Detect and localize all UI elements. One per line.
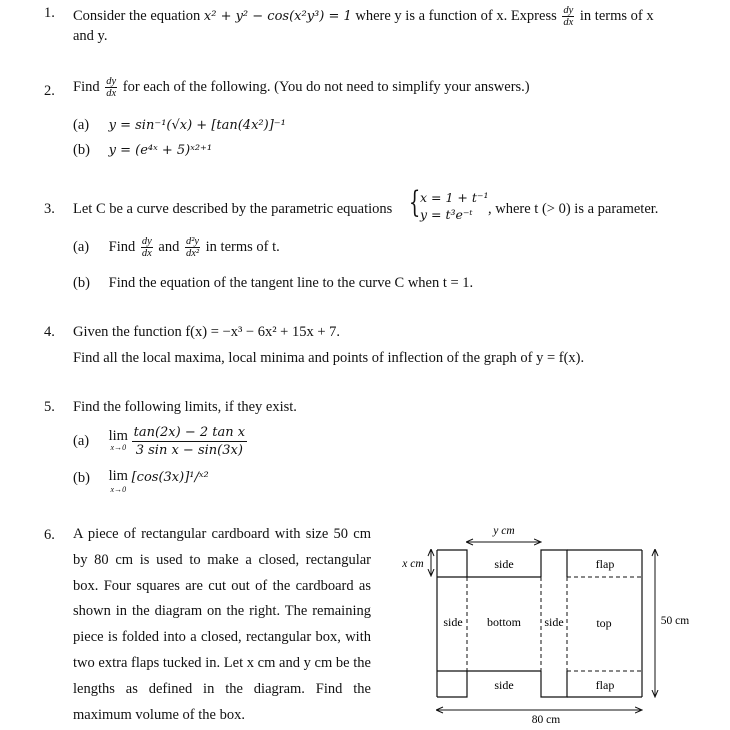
limit-operator: lim x→0 xyxy=(108,427,128,452)
height-label: 50 cm xyxy=(660,615,690,627)
question-number: 5. xyxy=(44,399,55,415)
flap-top-label: flap xyxy=(595,557,615,571)
second-derivative-fraction: $\frac{\text{d²y}}{\text{dx²}}$ xyxy=(185,236,200,259)
limit-fraction: $\frac{\text{tan(2x) − 2 tan x}}{\text{3 sin x − sin(3x)}}$ xyxy=(133,425,246,458)
derivative-fraction: $\frac{dy}{dx}$ xyxy=(106,76,117,99)
equation: y = (e⁴ˣ + 5)ˣ²⁺¹ xyxy=(108,143,213,158)
question-text: Find the following limits, if they exist. xyxy=(73,399,297,415)
part-a: (a) lim x→0 $\frac{\text{tan(2x) − 2 tan x}}{\text{3 sin x − sin(3x)}}$ xyxy=(73,425,246,458)
question-number: 1. xyxy=(44,5,55,21)
parametric-y: y = t³e⁻ᵗ xyxy=(420,207,473,222)
bottom-label: bottom xyxy=(486,615,522,629)
question-text: Consider the equation x² + y² − cos(x²y³) = 1 where y is a function of x. Express $\frac{dy}{dx}$ in terms of x xyxy=(73,5,654,28)
part-b: (b) y = (e⁴ˣ + 5)ˣ²⁺¹ xyxy=(73,142,213,158)
brace: { xyxy=(408,185,421,220)
side-bottom-label: side xyxy=(494,678,514,692)
question-text: Let C be a curve described by the parametric equations xyxy=(73,201,393,217)
limit-expression: [cos(3x)]¹/ˣ² xyxy=(131,470,209,485)
side-top-label: side xyxy=(494,557,514,571)
part-a: (a) y = sin⁻¹(√x) + [tan(4x²)]⁻¹ xyxy=(73,117,286,133)
derivative-fraction: $\frac{dy}{dx}$ xyxy=(563,5,574,28)
question-text-continued: Find all the local maxima, local minima and points of inflection of the graph of y = f(x). xyxy=(73,350,585,366)
side-middle-label: side xyxy=(544,615,564,629)
limit-operator: lim x→0 xyxy=(108,468,128,494)
equation: x² + y² − cos(x²y³) = 1 xyxy=(203,8,352,24)
question-text: Find $\frac{dy}{dx}$ for each of the following. (You do not need to simplify your answers.) xyxy=(73,76,530,99)
question-text-continued: , where t (> 0) is a parameter. xyxy=(488,201,659,217)
width-label: 80 cm xyxy=(531,714,561,726)
question-text: A piece of rectangular cardboard with size 50 cm by 80 cm is used to make a closed, rectangular box. Four squares are cut out of the cardboard as shown in the diagram on the right. The remaining piece is folded into a closed, rectangular box, with two extra flaps tucked in. Let x cm and y cm be the lengths as defined in the diagram. Find the maximum volume of the box. xyxy=(73,526,371,723)
question-text: Given the function f(x) = −x³ − 6x² + 15x + 7. xyxy=(73,324,341,340)
part-a: (a) Find $\frac{dy}{dx}$ and $\frac{\text{d²y}}{\text{dx²}}$ in terms of t. xyxy=(73,236,280,259)
flap-bottom-label: flap xyxy=(595,678,615,692)
top-label: top xyxy=(596,616,612,630)
question-number: 3. xyxy=(44,201,55,217)
equation: y = sin⁻¹(√x) + [tan(4x²)]⁻¹ xyxy=(108,118,286,133)
side-left-label: side xyxy=(443,615,463,629)
part-b: (b) lim x→0 [cos(3x)]¹/ˣ² xyxy=(73,468,209,494)
y-label: y cm xyxy=(493,525,515,537)
question-number: 6. xyxy=(44,527,55,543)
derivative-fraction: $\frac{dy}{dx}$ xyxy=(141,236,152,259)
x-label: x cm xyxy=(402,558,424,570)
part-b: (b) Find the equation of the tangent line to the curve C when t = 1. xyxy=(73,275,474,291)
question-text-continued: and y. xyxy=(73,28,108,44)
question-number: 2. xyxy=(44,83,55,99)
question-number: 4. xyxy=(44,324,55,340)
parametric-x: x = 1 + t⁻¹ xyxy=(420,190,489,205)
